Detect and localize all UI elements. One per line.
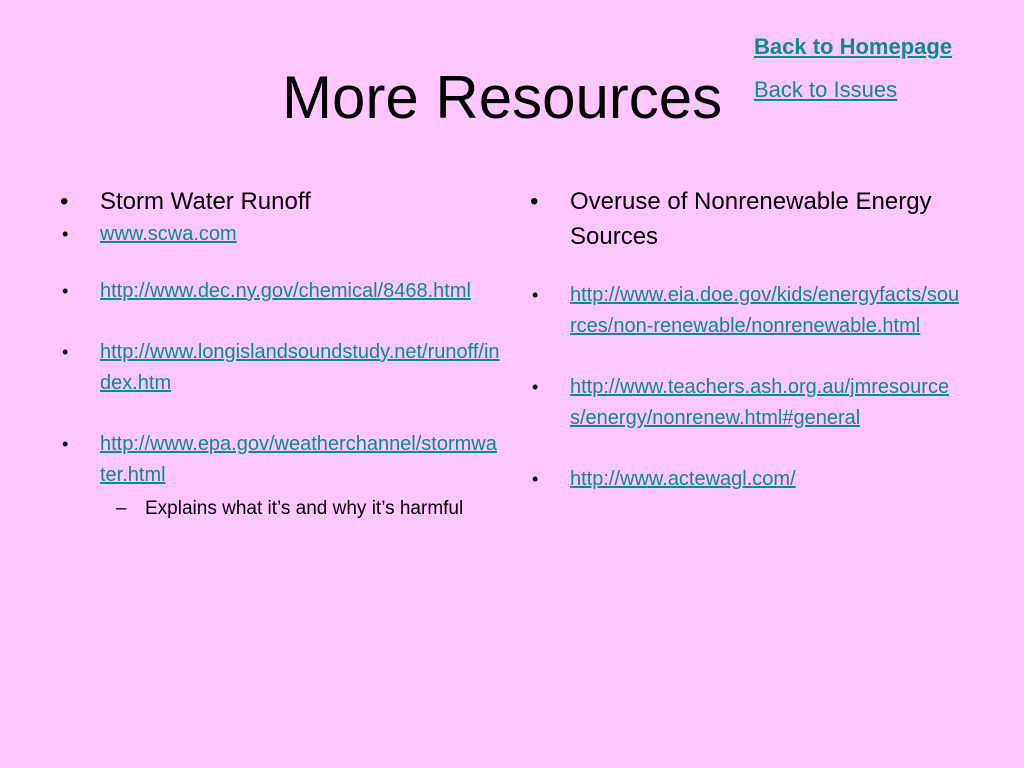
page-title: More Resources (282, 64, 723, 131)
list-item (530, 464, 960, 495)
list-item (60, 429, 500, 523)
list-item (60, 337, 500, 399)
list-item (60, 219, 500, 250)
resource-link[interactable]: http://www.actewagl.com/ (570, 468, 796, 490)
sub-list (100, 495, 500, 523)
resource-link[interactable]: www.scwa.com (100, 223, 237, 245)
resource-link[interactable]: http://www.dec.ny.gov/chemical/8468.html (100, 280, 471, 302)
back-to-homepage-link[interactable]: Back to Homepage (754, 34, 953, 59)
resource-link[interactable]: http://www.longislandsoundstudy.net/runoff/index.htm (100, 341, 500, 394)
list-item (530, 372, 960, 434)
list-item (530, 280, 960, 342)
topic-heading-storm-water: • Storm Water Runoff (60, 184, 500, 219)
resource-link[interactable]: http://www.eia.doe.gov/kids/energyfacts/sources/non-renewable/nonrenewable.html (570, 284, 960, 337)
back-to-issues-link[interactable]: Back to Issues (754, 77, 898, 102)
left-resource-list (60, 184, 500, 523)
list-item (60, 276, 500, 307)
sub-note: – Explains what it’s and why it’s harmful (100, 495, 500, 523)
right-resource-list (530, 184, 960, 495)
resource-link[interactable]: http://www.epa.gov/weatherchannel/stormwater.html (100, 433, 497, 486)
resource-link[interactable]: http://www.teachers.ash.org.au/jmresources/energy/nonrenew.html#general (570, 376, 950, 429)
topic-heading-nonrenewable-energy: • Overuse of Nonrenewable Energy Sources (530, 184, 960, 254)
